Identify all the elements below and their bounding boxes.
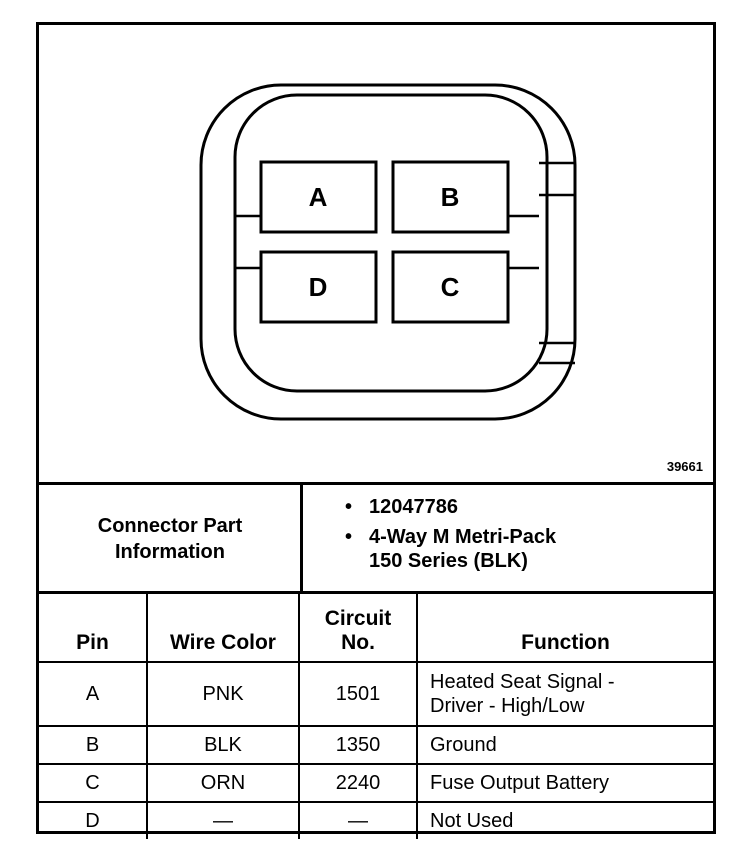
bullet: • <box>345 496 353 518</box>
cell-wire-color: ORN <box>147 764 299 802</box>
connector-inner-shell <box>235 95 547 391</box>
bullet: • <box>345 526 353 548</box>
cell-function <box>417 662 713 726</box>
connector-part-info-list <box>339 495 719 579</box>
cavity-label-c: C <box>440 272 460 302</box>
connector-outer-shell <box>201 85 575 419</box>
cell-function: Not Used <box>430 810 514 832</box>
header-circuit-line1: Circuit <box>324 607 392 630</box>
cavity-label-d: D <box>308 272 328 302</box>
header-circuit <box>299 593 417 662</box>
cell-function: Ground <box>417 726 713 764</box>
header-function: Function <box>417 593 713 662</box>
connector-part-info-line2: Information <box>115 541 225 563</box>
table-row <box>39 662 713 726</box>
cell-pin: C <box>39 764 147 802</box>
cell-pin: A <box>39 662 147 726</box>
table-header-row <box>39 593 713 662</box>
cell-function-line2: Driver - High/Low <box>430 695 585 717</box>
cell-wire-color: PNK <box>147 662 299 726</box>
connector-type-line2: 150 Series (BLK) <box>369 550 528 572</box>
connector-type-line1: 4-Way M Metri-Pack <box>369 526 557 548</box>
header-circuit-line2: No. <box>341 631 375 654</box>
cell-pin: D <box>39 802 147 839</box>
cell-circuit: — <box>299 802 417 839</box>
connector-diagram <box>39 25 713 483</box>
table-row <box>39 802 713 839</box>
cell-circuit: 1501 <box>299 662 417 726</box>
cell-pin: B <box>39 726 147 764</box>
cell-circuit: 1350 <box>299 726 417 764</box>
header-pin: Pin <box>39 593 147 662</box>
table-row <box>39 726 713 764</box>
connector-type-item <box>339 525 719 573</box>
cell-function-line1: Heated Seat Signal - <box>430 671 615 693</box>
header-wire-color: Wire Color <box>147 593 299 662</box>
table-row <box>39 764 713 802</box>
divider <box>300 485 303 593</box>
pinout-table <box>39 593 713 839</box>
cavity-label-b: B <box>440 182 460 212</box>
part-number: 12047786 <box>369 496 458 518</box>
cavity-label-a: A <box>308 182 328 212</box>
connector-face-drawing <box>39 25 713 483</box>
cell-wire-color: BLK <box>147 726 299 764</box>
figure-number: 39661 <box>666 459 703 474</box>
cell-wire-color: — <box>147 802 299 839</box>
connector-part-info-label <box>39 485 301 593</box>
part-number-item <box>339 495 719 519</box>
connector-sheet <box>36 22 716 834</box>
cell-circuit: 2240 <box>299 764 417 802</box>
connector-part-info-line1: Connector Part <box>97 515 243 537</box>
cell-function: Fuse Output Battery <box>417 764 713 802</box>
